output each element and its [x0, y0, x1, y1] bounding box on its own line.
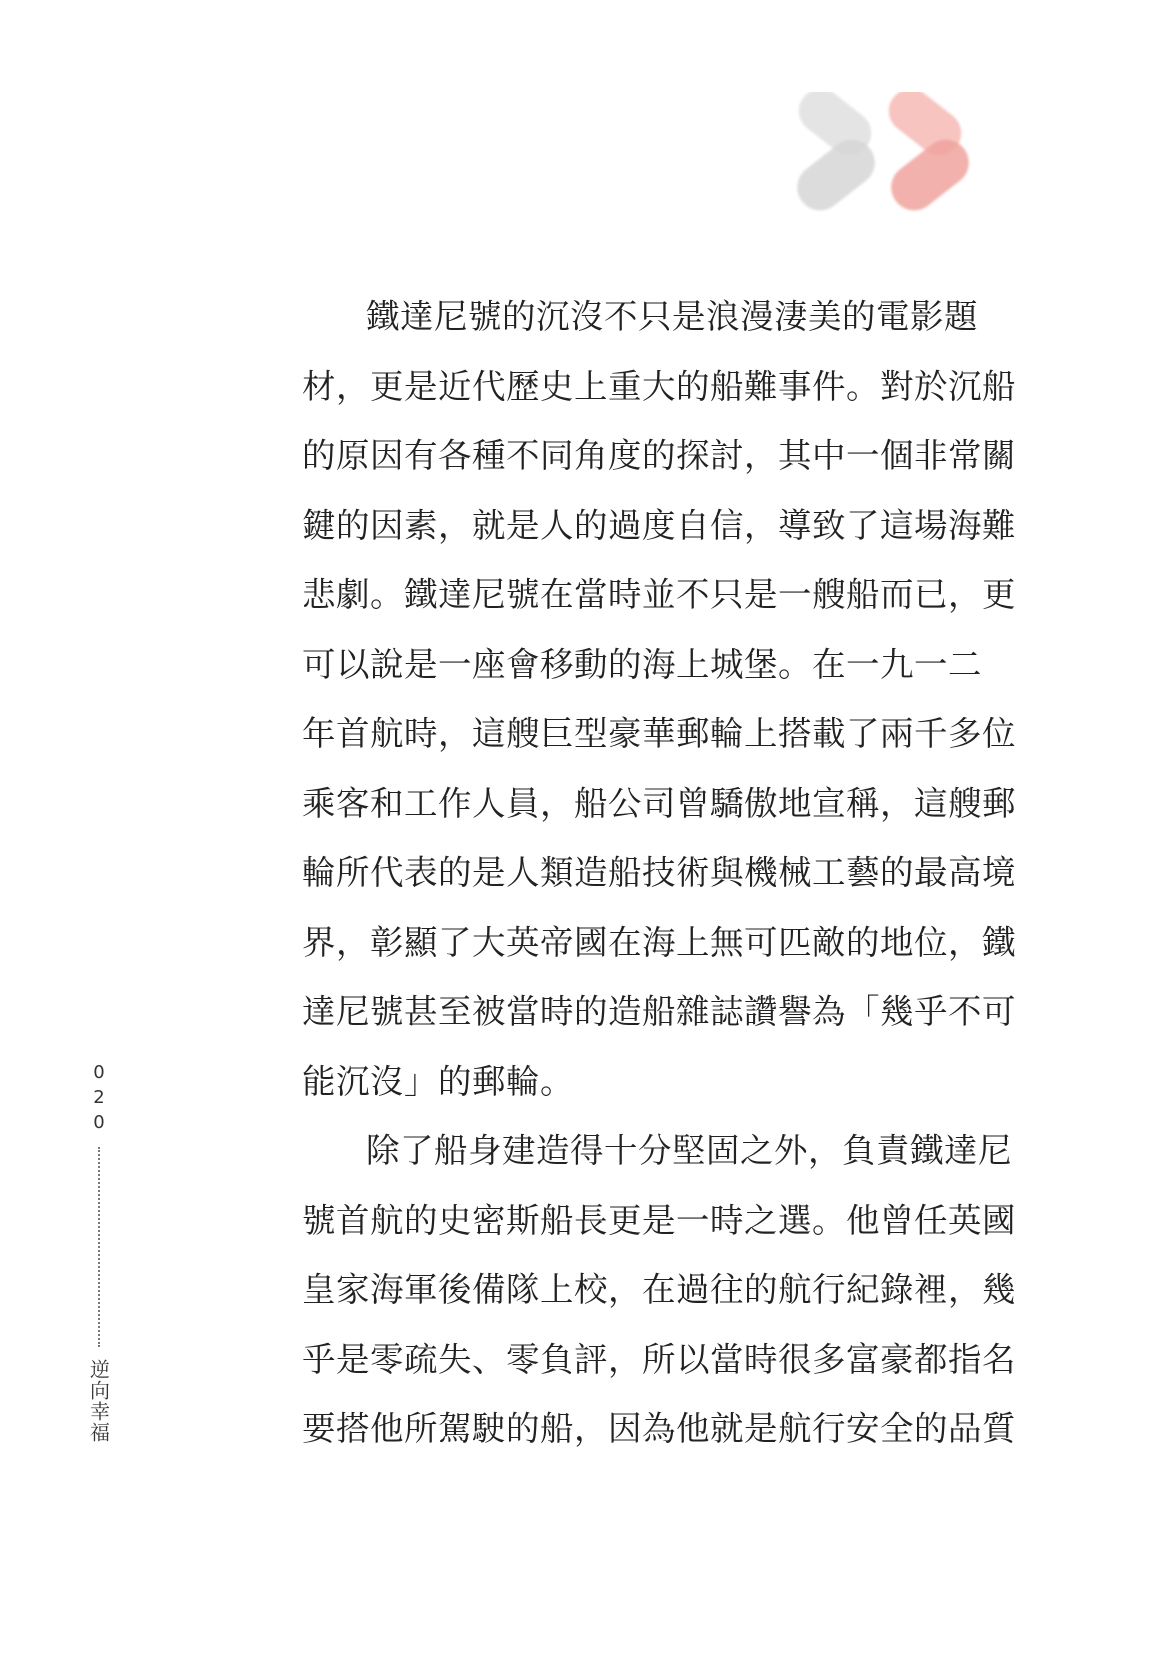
text-line: 界，彰顯了大英帝國在海上無可匹敵的地位，鐵 [302, 922, 1016, 962]
paragraph-1 [302, 282, 1016, 1116]
text-line: 材，更是近代歷史上重大的船難事件。對於沉船 [302, 366, 1016, 406]
gray-heart-shape [793, 92, 884, 212]
text-line: 年首航時，這艘巨型豪華郵輪上搭載了兩千多位 [302, 714, 1016, 753]
text-line: 乘客和工作人員，船公司曾驕傲地宣稱，這艘郵 [302, 783, 1016, 823]
text-line: 悲劇。鐵達尼號在當時並不只是一艘船而已，更 [302, 575, 1016, 614]
text-line: 達尼號甚至被當時的造船雜誌讚譽為「幾乎不可 [302, 992, 1016, 1031]
double-heart-logo-icon [793, 92, 983, 212]
text-line: 乎是零疏失、零負評，所以當時很多富豪都指名 [302, 1339, 1016, 1379]
text-line: 除了船身建造得十分堅固之外，負責鐵達尼 [366, 1131, 1012, 1170]
text-line: 可以說是一座會移動的海上城堡。在一九一二 [302, 644, 982, 684]
text-line: 的原因有各種不同角度的探討，其中一個非常關 [302, 436, 1016, 475]
page-number: 020 [88, 1062, 110, 1137]
dotted-divider [98, 1147, 100, 1347]
text-line: 鐵達尼號的沉沒不只是浪漫淒美的電影題 [366, 297, 978, 336]
text-line: 皇家海軍後備隊上校，在過往的航行紀錄裡，幾 [302, 1270, 1016, 1309]
body-text [302, 282, 1016, 1464]
page-folio [84, 1062, 114, 1443]
running-book-title: 逆向幸福 [86, 1359, 111, 1443]
text-line: 輪所代表的是人類造船技術與機械工藝的最高境 [302, 853, 1016, 892]
text-line: 鍵的因素，就是人的過度自信，導致了這場海難 [302, 505, 1016, 545]
text-line: 號首航的史密斯船長更是一時之選。他曾任英國 [302, 1200, 1016, 1240]
pink-heart-shape [880, 92, 978, 212]
text-line: 要搭他所駕駛的船，因為他就是航行安全的品質 [302, 1409, 1016, 1448]
paragraph-2 [302, 1116, 1016, 1464]
text-line: 能沉沒」的郵輪。 [302, 1061, 574, 1101]
